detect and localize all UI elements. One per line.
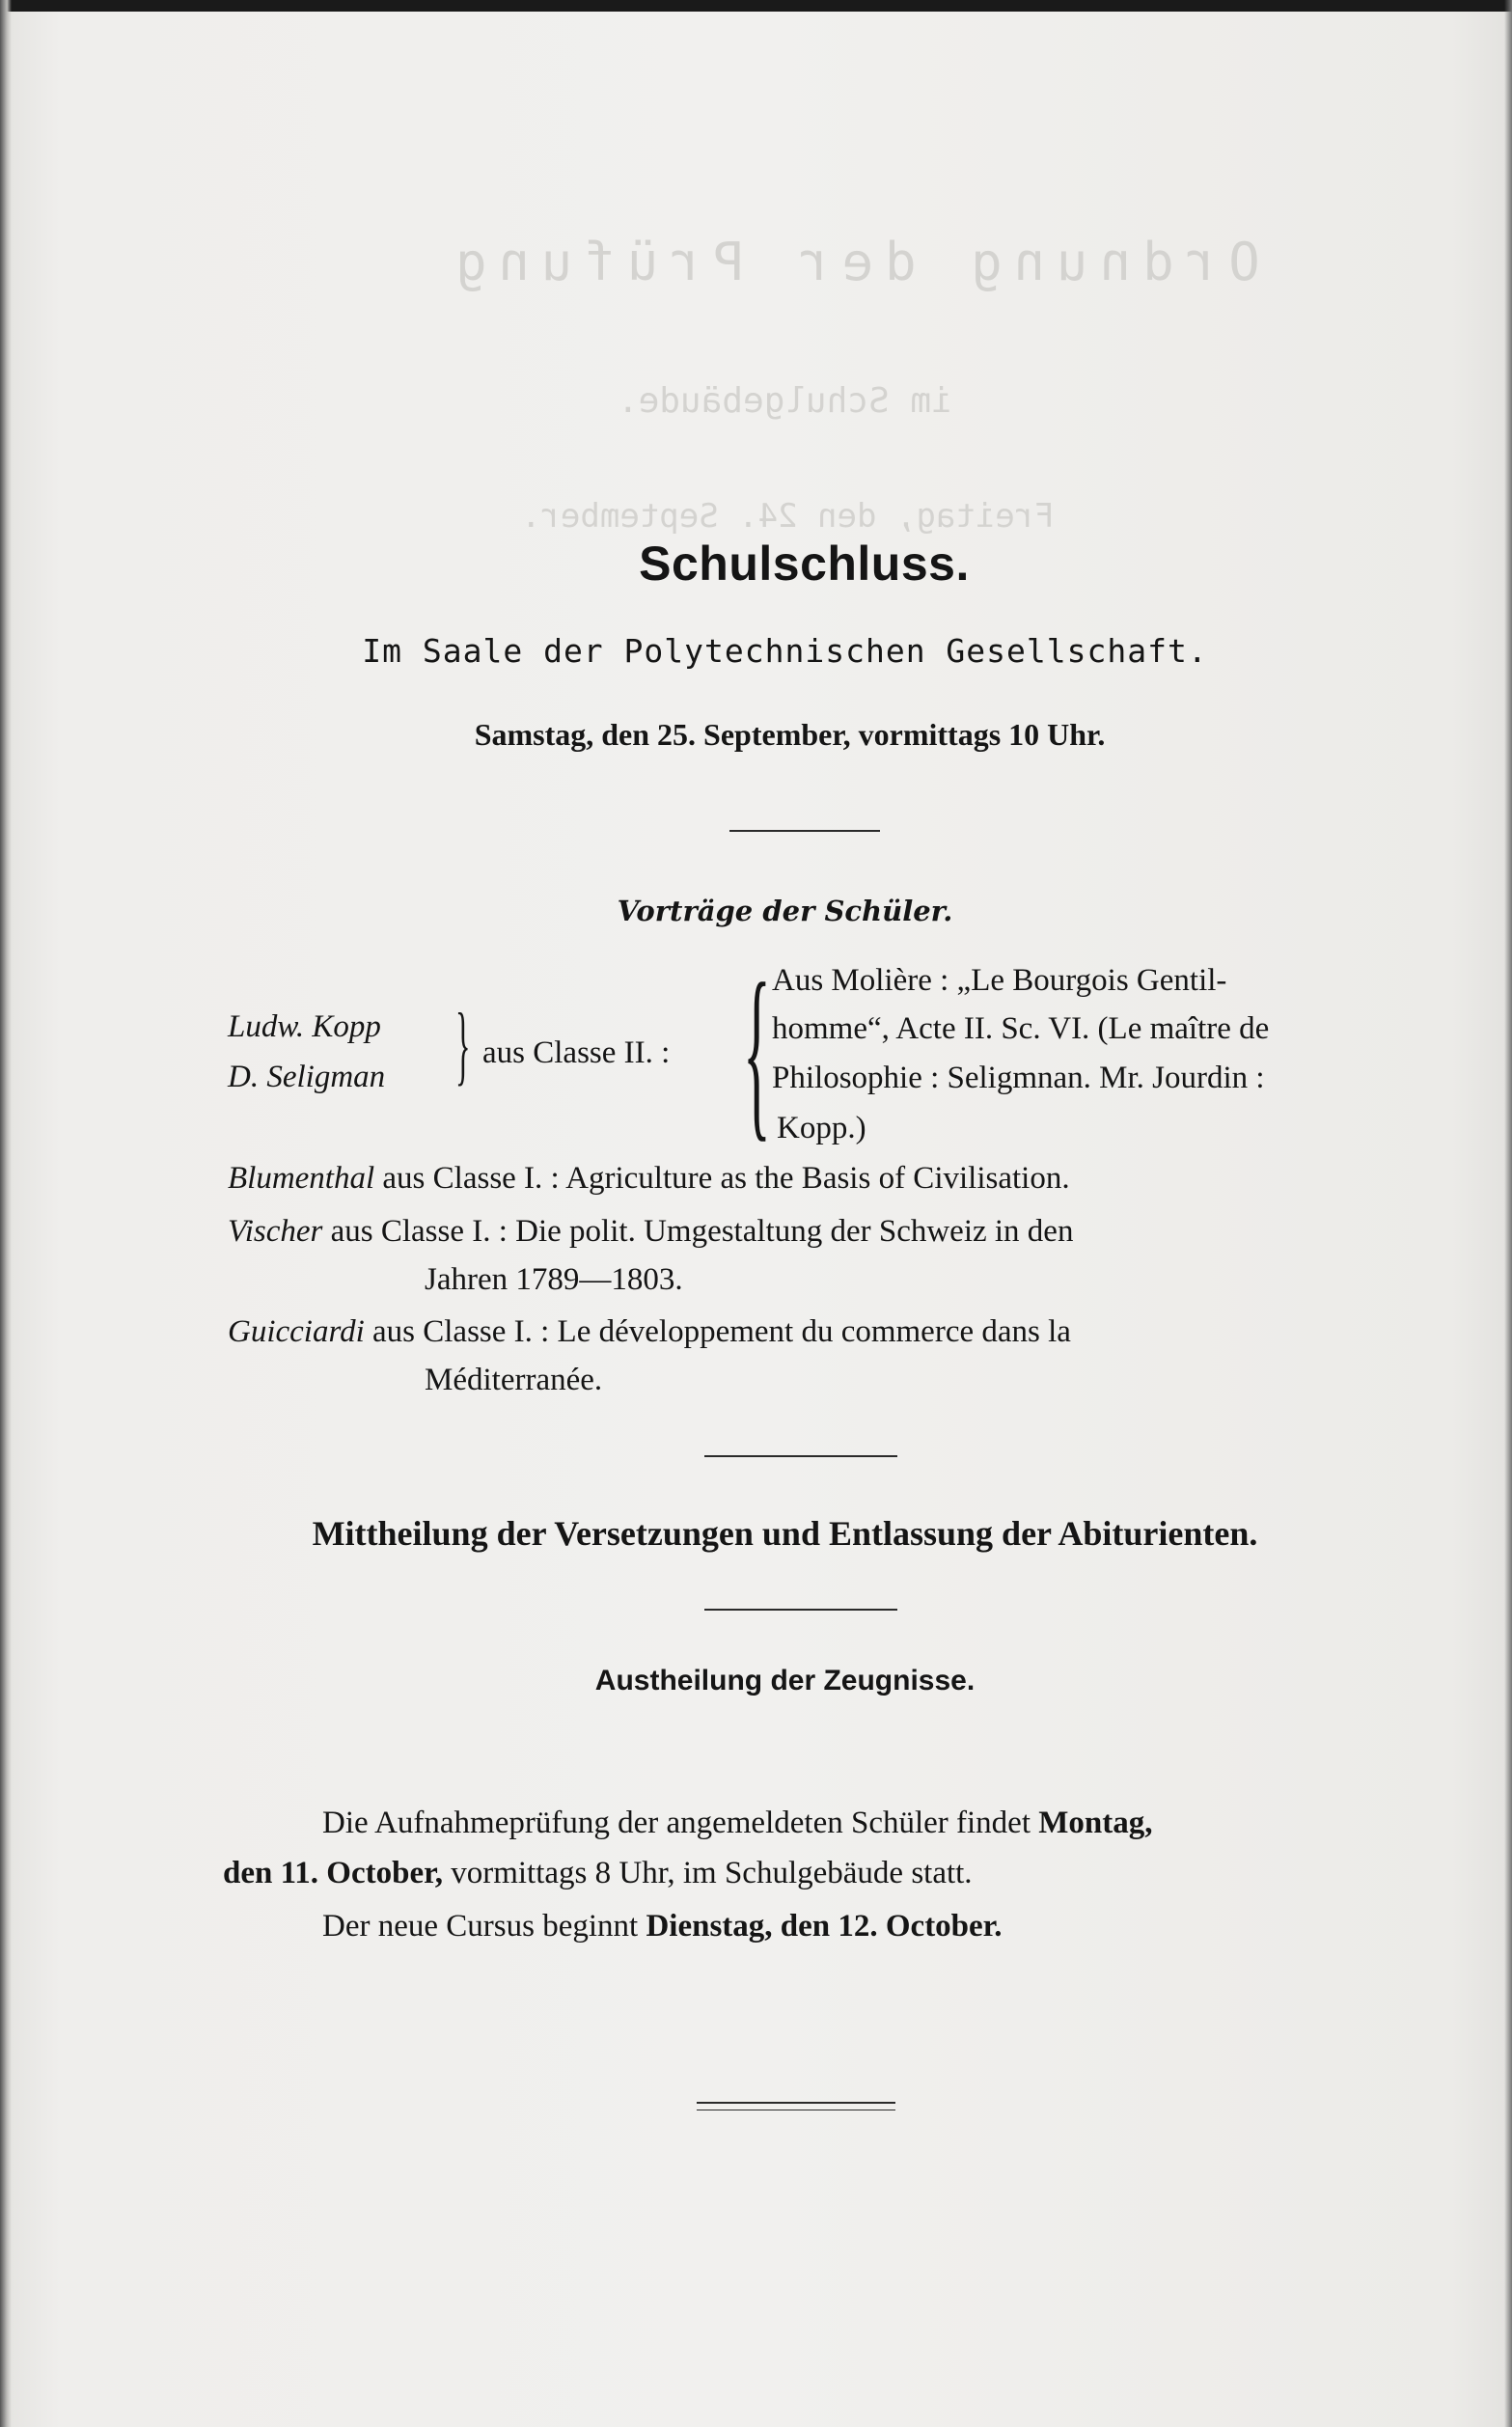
notice-emphasis: den 11. October, (223, 1856, 443, 1890)
announcement-line: Mittheilung der Versetzungen und Entlassung der Abiturienten. (312, 1514, 1258, 1553)
brace-right: { (743, 945, 771, 1158)
scan-right-edge (1504, 0, 1512, 2427)
notice-line (322, 1911, 1003, 1943)
divider (704, 1609, 897, 1611)
lecture-continuation: Méditerranée. (425, 1363, 603, 1397)
notice-text: Die Aufnahmeprüfung der angemeldeten Schüler findet (322, 1806, 1031, 1840)
notice-line (322, 1807, 1153, 1839)
bleed-through-text: Freitag, den 24. September. (521, 497, 1055, 536)
recital-line: Kopp.) (777, 1111, 866, 1145)
student-name: Guicciardi (228, 1314, 365, 1349)
divider (704, 1455, 897, 1457)
notice-text: vormittags 8 Uhr, im Schulgebäude statt. (451, 1856, 973, 1890)
student-name: Vischer (228, 1214, 323, 1249)
lecture-item (228, 1216, 1073, 1248)
notice-emphasis: Montag, (1038, 1806, 1153, 1840)
recital-line: homme“, Acte II. Sc. VI. (Le maître de (772, 1011, 1270, 1046)
lecture-text: aus Classe I. : Le développement du commerce dans la (372, 1314, 1071, 1349)
page-title: Schulschluss. (639, 537, 970, 591)
lecture-continuation: Jahren 1789—1803. (425, 1262, 683, 1297)
lecture-item (228, 1316, 1071, 1348)
notice-text: Der neue Cursus beginnt (322, 1909, 639, 1944)
notice-line (223, 1858, 973, 1889)
student-name: Blumenthal (228, 1161, 375, 1196)
scan-top-border (0, 0, 1512, 12)
bleed-through-text: Ordnung der Prüfung (444, 232, 1260, 292)
recital-line: Aus Molière : „Le Bourgois Gentil- (772, 963, 1227, 998)
certificates-line: Austheilung der Zeugnisse. (594, 1665, 976, 1696)
scan-left-edge (0, 0, 12, 2427)
date-line: Samstag, den 25. September, vormittags 10 Uhr. (474, 717, 1106, 752)
lecture-text: aus Classe I. : Agriculture as the Basis of Civilisation. (382, 1161, 1070, 1196)
divider (729, 830, 880, 832)
closing-rule (697, 2102, 895, 2104)
bleed-through-text: im Schulgebäude. (618, 381, 952, 421)
section-heading-lectures: Vorträge der Schüler. (617, 895, 953, 927)
class-label: aus Classe II. : (482, 1035, 671, 1070)
lecture-item (228, 1163, 1070, 1195)
brace-left: } (455, 995, 471, 1093)
recital-line: Philosophie : Seligmnan. Mr. Jourdin : (772, 1061, 1265, 1095)
student-name: D. Seligman (228, 1060, 386, 1094)
venue-line: Im Saale der Polytechnischen Gesellschaft. (362, 632, 1208, 670)
notice-emphasis: Dienstag, den 12. October. (646, 1909, 1003, 1944)
student-name: Ludw. Kopp (228, 1009, 381, 1044)
lecture-text: aus Classe I. : Die polit. Umgestaltung der Schweiz in den (330, 1214, 1074, 1249)
